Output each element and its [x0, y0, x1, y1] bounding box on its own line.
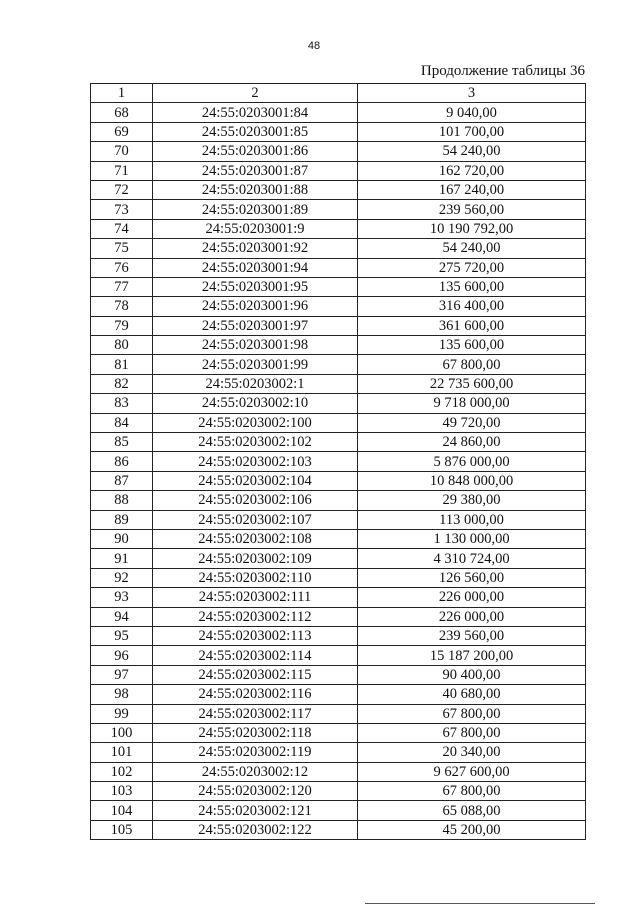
- cell-row-number: 105: [91, 820, 153, 839]
- cell-value: 49 720,00: [358, 413, 586, 432]
- cell-cadastral-number: 24:55:0203002:108: [153, 529, 358, 548]
- cell-cadastral-number: 24:55:0203001:99: [153, 355, 358, 374]
- cell-value: 24 860,00: [358, 433, 586, 452]
- table-continuation-label: Продолжение таблицы 36: [420, 63, 585, 79]
- cell-cadastral-number: 24:55:0203001:92: [153, 239, 358, 258]
- table-row: [91, 704, 586, 723]
- cell-cadastral-number: 24:55:0203002:10: [153, 394, 358, 413]
- cell-row-number: 99: [91, 704, 153, 723]
- table-row: [91, 374, 586, 393]
- cell-cadastral-number: 24:55:0203001:9: [153, 219, 358, 238]
- table-row: [91, 549, 586, 568]
- cell-row-number: 98: [91, 685, 153, 704]
- cell-value: 20 340,00: [358, 743, 586, 762]
- table-row: [91, 743, 586, 762]
- cell-row-number: 72: [91, 180, 153, 199]
- table-row: [91, 801, 586, 820]
- cell-row-number: 82: [91, 374, 153, 393]
- cell-cadastral-number: 24:55:0203001:87: [153, 161, 358, 180]
- cell-row-number: 75: [91, 239, 153, 258]
- cell-row-number: 91: [91, 549, 153, 568]
- table-row: [91, 336, 586, 355]
- cell-row-number: 79: [91, 316, 153, 335]
- cell-value: 101 700,00: [358, 122, 586, 141]
- cell-cadastral-number: 24:55:0203001:89: [153, 200, 358, 219]
- cell-value: 45 200,00: [358, 820, 586, 839]
- cell-row-number: 88: [91, 491, 153, 510]
- cell-cadastral-number: 24:55:0203002:121: [153, 801, 358, 820]
- cell-row-number: 83: [91, 394, 153, 413]
- cell-cadastral-number: 24:55:0203001:96: [153, 297, 358, 316]
- cell-cadastral-number: 24:55:0203002:12: [153, 762, 358, 781]
- cell-cadastral-number: 24:55:0203002:117: [153, 704, 358, 723]
- cell-value: 135 600,00: [358, 336, 586, 355]
- table-row: [91, 820, 586, 839]
- cell-row-number: 94: [91, 607, 153, 626]
- cell-cadastral-number: 24:55:0203002:104: [153, 471, 358, 490]
- cell-row-number: 90: [91, 529, 153, 548]
- cell-value: 162 720,00: [358, 161, 586, 180]
- cell-cadastral-number: 24:55:0203001:85: [153, 122, 358, 141]
- cell-row-number: 95: [91, 626, 153, 645]
- data-table: [90, 83, 586, 840]
- cell-cadastral-number: 24:55:0203001:86: [153, 142, 358, 161]
- cell-cadastral-number: 24:55:0203002:113: [153, 626, 358, 645]
- table-row: [91, 626, 586, 645]
- cell-row-number: 92: [91, 568, 153, 587]
- table-row: [91, 588, 586, 607]
- table-row: [91, 297, 586, 316]
- table-row: [91, 394, 586, 413]
- cell-cadastral-number: 24:55:0203002:120: [153, 782, 358, 801]
- cell-value: 239 560,00: [358, 626, 586, 645]
- cell-value: 113 000,00: [358, 510, 586, 529]
- cell-cadastral-number: 24:55:0203002:109: [153, 549, 358, 568]
- cell-row-number: 103: [91, 782, 153, 801]
- cell-value: 67 800,00: [358, 782, 586, 801]
- cell-value: 9 040,00: [358, 103, 586, 122]
- table-row: [91, 529, 586, 548]
- cell-value: 22 735 600,00: [358, 374, 586, 393]
- cell-cadastral-number: 24:55:0203002:122: [153, 820, 358, 839]
- cell-cadastral-number: 24:55:0203002:100: [153, 413, 358, 432]
- cell-row-number: 78: [91, 297, 153, 316]
- cell-value: 90 400,00: [358, 665, 586, 684]
- cell-row-number: 101: [91, 743, 153, 762]
- cell-row-number: 77: [91, 277, 153, 296]
- cell-cadastral-number: 24:55:0203002:116: [153, 685, 358, 704]
- table-row: [91, 277, 586, 296]
- cell-cadastral-number: 24:55:0203002:119: [153, 743, 358, 762]
- cell-value: 226 000,00: [358, 607, 586, 626]
- cell-value: 54 240,00: [358, 239, 586, 258]
- table-row: [91, 355, 586, 374]
- table-row: [91, 607, 586, 626]
- cell-row-number: 86: [91, 452, 153, 471]
- table-row: [91, 122, 586, 141]
- cell-row-number: 73: [91, 200, 153, 219]
- cell-value: 54 240,00: [358, 142, 586, 161]
- cell-row-number: 74: [91, 219, 153, 238]
- table-header-row: [91, 84, 586, 103]
- column-header-number: 1: [91, 84, 153, 103]
- cell-value: 316 400,00: [358, 297, 586, 316]
- cell-cadastral-number: 24:55:0203002:110: [153, 568, 358, 587]
- table-row: [91, 219, 586, 238]
- cell-cadastral-number: 24:55:0203002:106: [153, 491, 358, 510]
- cell-value: 239 560,00: [358, 200, 586, 219]
- table-row: [91, 510, 586, 529]
- table-row: [91, 413, 586, 432]
- cell-value: 275 720,00: [358, 258, 586, 277]
- table-row: [91, 180, 586, 199]
- cell-value: 67 800,00: [358, 704, 586, 723]
- cell-value: 67 800,00: [358, 355, 586, 374]
- cell-cadastral-number: 24:55:0203002:112: [153, 607, 358, 626]
- cell-row-number: 93: [91, 588, 153, 607]
- column-header-value: 3: [358, 84, 586, 103]
- table-row: [91, 646, 586, 665]
- table-row: [91, 471, 586, 490]
- cell-cadastral-number: 24:55:0203002:102: [153, 433, 358, 452]
- cell-value: 135 600,00: [358, 277, 586, 296]
- cell-row-number: 71: [91, 161, 153, 180]
- cell-cadastral-number: 24:55:0203002:115: [153, 665, 358, 684]
- table-row: [91, 103, 586, 122]
- table-row: [91, 200, 586, 219]
- table-row: [91, 258, 586, 277]
- table-row: [91, 142, 586, 161]
- cell-row-number: 89: [91, 510, 153, 529]
- cell-value: 10 848 000,00: [358, 471, 586, 490]
- cell-value: 1 130 000,00: [358, 529, 586, 548]
- cell-row-number: 85: [91, 433, 153, 452]
- cell-value: 167 240,00: [358, 180, 586, 199]
- table-row: [91, 161, 586, 180]
- table-body: [91, 103, 586, 840]
- cell-value: 126 560,00: [358, 568, 586, 587]
- cell-cadastral-number: 24:55:0203002:107: [153, 510, 358, 529]
- table-row: [91, 452, 586, 471]
- cell-row-number: 69: [91, 122, 153, 141]
- cell-cadastral-number: 24:55:0203001:97: [153, 316, 358, 335]
- cell-row-number: 76: [91, 258, 153, 277]
- cell-row-number: 96: [91, 646, 153, 665]
- cell-row-number: 80: [91, 336, 153, 355]
- table-row: [91, 762, 586, 781]
- cell-value: 9 627 600,00: [358, 762, 586, 781]
- cell-value: 40 680,00: [358, 685, 586, 704]
- table-row: [91, 316, 586, 335]
- cell-value: 10 190 792,00: [358, 219, 586, 238]
- table-row: [91, 433, 586, 452]
- cell-value: 361 600,00: [358, 316, 586, 335]
- table-row: [91, 665, 586, 684]
- cell-row-number: 70: [91, 142, 153, 161]
- cell-row-number: 97: [91, 665, 153, 684]
- cell-row-number: 104: [91, 801, 153, 820]
- cell-value: 226 000,00: [358, 588, 586, 607]
- cell-cadastral-number: 24:55:0203002:111: [153, 588, 358, 607]
- cell-row-number: 87: [91, 471, 153, 490]
- cell-cadastral-number: 24:55:0203002:118: [153, 723, 358, 742]
- table-row: [91, 568, 586, 587]
- cell-value: 67 800,00: [358, 723, 586, 742]
- cell-cadastral-number: 24:55:0203001:94: [153, 258, 358, 277]
- cell-row-number: 81: [91, 355, 153, 374]
- page-number: 48: [307, 40, 321, 52]
- cell-cadastral-number: 24:55:0203002:103: [153, 452, 358, 471]
- cell-row-number: 102: [91, 762, 153, 781]
- bottom-divider: [365, 903, 595, 904]
- cell-value: 65 088,00: [358, 801, 586, 820]
- cell-cadastral-number: 24:55:0203001:95: [153, 277, 358, 296]
- cell-row-number: 68: [91, 103, 153, 122]
- column-header-cadastral-number: 2: [153, 84, 358, 103]
- cell-value: 9 718 000,00: [358, 394, 586, 413]
- cell-row-number: 100: [91, 723, 153, 742]
- cell-value: 4 310 724,00: [358, 549, 586, 568]
- cell-value: 29 380,00: [358, 491, 586, 510]
- table-row: [91, 723, 586, 742]
- cell-cadastral-number: 24:55:0203002:114: [153, 646, 358, 665]
- cell-cadastral-number: 24:55:0203001:84: [153, 103, 358, 122]
- table-row: [91, 491, 586, 510]
- cell-row-number: 84: [91, 413, 153, 432]
- table-row: [91, 685, 586, 704]
- table-row: [91, 782, 586, 801]
- cell-value: 5 876 000,00: [358, 452, 586, 471]
- cell-cadastral-number: 24:55:0203001:88: [153, 180, 358, 199]
- table-row: [91, 239, 586, 258]
- cell-cadastral-number: 24:55:0203001:98: [153, 336, 358, 355]
- cell-cadastral-number: 24:55:0203002:1: [153, 374, 358, 393]
- cell-value: 15 187 200,00: [358, 646, 586, 665]
